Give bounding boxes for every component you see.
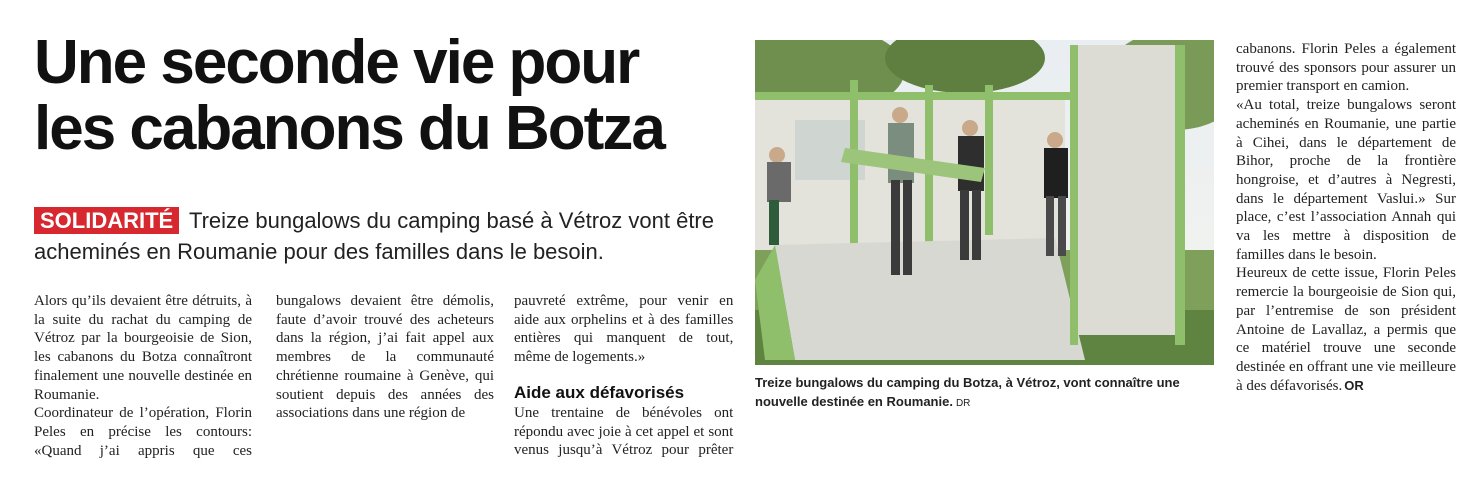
paragraph-sponsors: cabanons. Florin Peles a également trouvé des sponsors pour assurer un premier transport en camion. <box>1236 41 1456 95</box>
paragraph-poverty: pauvreté extrême, pour venir en aide aux orphelins et à des familles entières qui manquent de tout, même de logements.» <box>514 293 734 366</box>
headline-line-1: Une seconde vie pour <box>34 28 639 97</box>
body-column-5 <box>1236 40 1456 480</box>
subhead: Aide aux défavorisés <box>514 382 685 402</box>
paragraph-coordinator: Coordinateur de l’opération, Florin Peles en précise les contours: «Quand j’ai appris que ces bungalows devaient être démolis, faute d’avoir trouvé des acheteurs dans la région, j’ai fait appel aux membres de la communauté chrétienne roumaine à Genève, qui soutient depuis des années des associations dans une région de <box>34 293 494 459</box>
paragraph-thanks <box>1236 264 1456 395</box>
author-signature: OR <box>1344 377 1364 393</box>
paragraph-volunteers: Une trentaine de bénévoles ont répondu avec joie à cet appel et sont venus jusqu’à Vétroz pour prêter <box>514 404 734 459</box>
deck-text: Treize bungalows du camping basé à Vétroz vont être acheminés en Roumanie pour des familles dans le besoin. <box>34 208 714 264</box>
kicker-badge: SOLIDARITÉ <box>34 207 179 234</box>
photo-credit: DR <box>955 398 971 409</box>
paragraph-destinations: «Au total, treize bungalows seront acheminés en Roumanie, une partie à Cihei, dans le département de Bihor, proche de la frontière hongroise, et d’autres à Negresti, dans le département Vaslui.» Sur place, c’est l’association Annah qui va les mettre à disposition de familles dans le besoin. <box>1236 97 1456 263</box>
photo-caption <box>755 373 1214 413</box>
photo <box>755 40 1214 365</box>
paragraph-thanks-text: Heureux de cette issue, Florin Peles remercie la bourgeoisie de Sion qui, par l’entremise de son président Antoine de Lavallaz, a permis que ce matériel trouve une seconde destinée en offrant une vie meilleure à des défavorisés. <box>1236 265 1456 394</box>
headline <box>34 30 734 162</box>
caption-text: Treize bungalows du camping du Botza, à Vétroz, vont connaître une nouvelle destinée en Roumanie. <box>755 375 1180 409</box>
deck <box>34 205 724 267</box>
body-columns-1-2 <box>34 292 494 478</box>
photo-illustration <box>755 40 1214 365</box>
headline-line-2: les cabanons du Botza <box>34 94 664 163</box>
paragraph-intro: Alors qu’ils devaient être détruits, à la suite du rachat du camping de Vétroz par la bourgeoisie de Sion, les cabanons du Botza connaîtront finalement une nouvelle destinée en Roumanie. <box>34 293 252 403</box>
